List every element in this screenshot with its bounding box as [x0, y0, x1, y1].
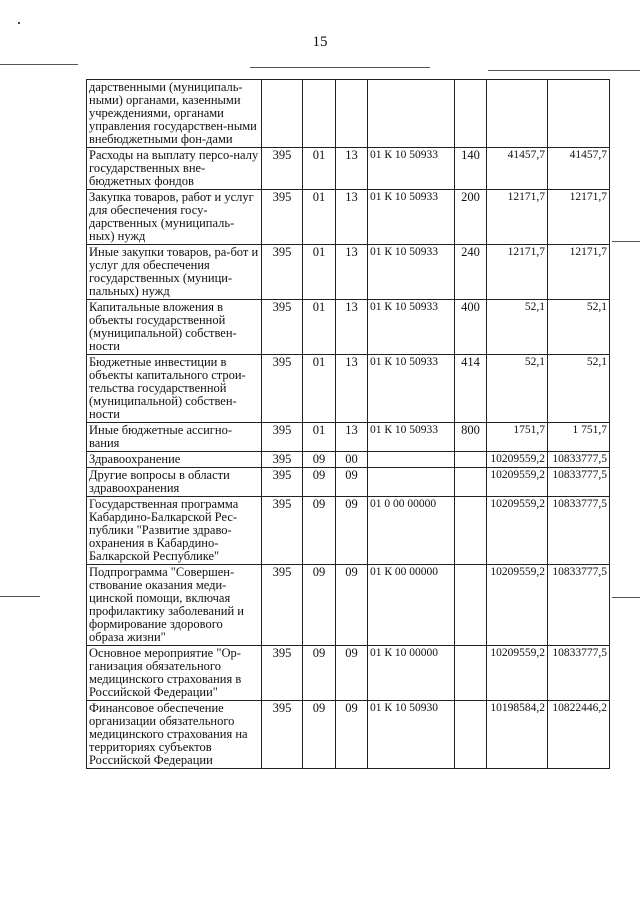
cell-amount-year-1: 12171,7: [487, 190, 548, 245]
cell-amount-year-2: 10833777,5: [548, 468, 610, 497]
cell-subsection: 13: [336, 190, 368, 245]
cell-name: Подпрограмма "Совершен-ствование оказания меди-цинской помощи, включая профилактику заболеваний и формирование здорового образа жизни": [87, 565, 262, 646]
cell-amount-year-1: 41457,7: [487, 148, 548, 190]
table-row: [87, 701, 610, 769]
cell-target-article: 01 К 10 50933: [368, 190, 455, 245]
scan-artifact-line: [0, 596, 40, 597]
budget-table-body: [87, 80, 610, 769]
cell-subsection: 09: [336, 497, 368, 565]
cell-amount-year-1: 10209559,2: [487, 565, 548, 646]
cell-amount-year-1: 10209559,2: [487, 452, 548, 468]
cell-name: Иные бюджетные ассигно-вания: [87, 423, 262, 452]
table-row: [87, 300, 610, 355]
table-row: [87, 452, 610, 468]
cell-subsection: 00: [336, 452, 368, 468]
table-row: [87, 148, 610, 190]
cell-amount-year-1: 1751,7: [487, 423, 548, 452]
table-row: [87, 80, 610, 148]
cell-amount-year-1: 52,1: [487, 300, 548, 355]
scan-artifact-line: [612, 597, 640, 598]
cell-target-article: [368, 452, 455, 468]
cell-target-article: [368, 80, 455, 148]
cell-name: Закупка товаров, работ и услуг для обеспечения госу-дарственных (муниципаль-ных) нужд: [87, 190, 262, 245]
cell-subsection: 09: [336, 701, 368, 769]
cell-target-article: 01 К 10 50930: [368, 701, 455, 769]
scan-artifact-line: [0, 64, 78, 65]
cell-amount-year-1: [487, 80, 548, 148]
cell-expense-kind: [455, 452, 487, 468]
cell-subsection: 09: [336, 646, 368, 701]
cell-section: 01: [303, 300, 336, 355]
cell-name: Бюджетные инвестиции в объекты капитального строи-тельства государственной (муниципальной) собствен-ности: [87, 355, 262, 423]
scan-artifact-dot: [18, 22, 20, 24]
cell-expense-kind: 240: [455, 245, 487, 300]
cell-target-article: 01 К 10 50933: [368, 300, 455, 355]
cell-expense-kind: 414: [455, 355, 487, 423]
cell-admin-code: 395: [262, 423, 303, 452]
table-row: [87, 497, 610, 565]
table-row: [87, 423, 610, 452]
cell-subsection: 13: [336, 148, 368, 190]
cell-name: Основное мероприятие "Ор-ганизация обязательного медицинского страхования в Российской Федерации": [87, 646, 262, 701]
cell-section: 09: [303, 452, 336, 468]
cell-name: дарственными (муниципаль-ными) органами, казенными учреждениями, органами управления государствен-ными внебюджетными фон-дами: [87, 80, 262, 148]
cell-name: Государственная программа Кабардино-Балкарской Рес-публики "Развитие здраво-охранения в Кабардино-Балкарской Республике": [87, 497, 262, 565]
cell-target-article: 01 К 10 00000: [368, 646, 455, 701]
scan-artifact-line: [250, 67, 430, 68]
cell-expense-kind: 140: [455, 148, 487, 190]
cell-subsection: 09: [336, 468, 368, 497]
cell-amount-year-2: 10833777,5: [548, 452, 610, 468]
cell-admin-code: 395: [262, 300, 303, 355]
cell-amount-year-2: 52,1: [548, 300, 610, 355]
cell-amount-year-1: 12171,7: [487, 245, 548, 300]
cell-amount-year-2: 52,1: [548, 355, 610, 423]
cell-section: 01: [303, 355, 336, 423]
cell-expense-kind: [455, 497, 487, 565]
table-row: [87, 646, 610, 701]
cell-amount-year-1: 10209559,2: [487, 468, 548, 497]
cell-target-article: 01 К 10 50933: [368, 355, 455, 423]
cell-admin-code: [262, 80, 303, 148]
cell-admin-code: 395: [262, 148, 303, 190]
cell-section: 09: [303, 646, 336, 701]
cell-admin-code: 395: [262, 468, 303, 497]
cell-admin-code: 395: [262, 565, 303, 646]
cell-expense-kind: [455, 646, 487, 701]
cell-name: Другие вопросы в области здравоохранения: [87, 468, 262, 497]
cell-expense-kind: 400: [455, 300, 487, 355]
cell-section: 01: [303, 245, 336, 300]
cell-target-article: [368, 468, 455, 497]
cell-expense-kind: 800: [455, 423, 487, 452]
cell-amount-year-2: 1 751,7: [548, 423, 610, 452]
cell-admin-code: 395: [262, 190, 303, 245]
cell-section: 01: [303, 190, 336, 245]
budget-table: [86, 79, 610, 769]
cell-section: 09: [303, 565, 336, 646]
cell-name: Расходы на выплату персо-налу государственных вне-бюджетных фондов: [87, 148, 262, 190]
cell-name: Финансовое обеспечение организации обязательного медицинского страхования на территориях субъектов Российской Федерации: [87, 701, 262, 769]
cell-admin-code: 395: [262, 245, 303, 300]
cell-amount-year-2: 12171,7: [548, 245, 610, 300]
scan-artifact-line: [612, 241, 640, 242]
cell-amount-year-2: 12171,7: [548, 190, 610, 245]
cell-expense-kind: [455, 701, 487, 769]
table-row: [87, 355, 610, 423]
cell-section: 09: [303, 497, 336, 565]
cell-amount-year-1: 52,1: [487, 355, 548, 423]
cell-section: 09: [303, 468, 336, 497]
cell-admin-code: 395: [262, 701, 303, 769]
cell-amount-year-2: 10822446,2: [548, 701, 610, 769]
cell-name: Иные закупки товаров, ра-бот и услуг для обеспечения государственных (муници-пальных) нужд: [87, 245, 262, 300]
cell-subsection: [336, 80, 368, 148]
cell-target-article: 01 0 00 00000: [368, 497, 455, 565]
cell-target-article: 01 К 10 50933: [368, 148, 455, 190]
cell-section: 01: [303, 148, 336, 190]
page-number: 15: [312, 34, 328, 50]
cell-admin-code: 395: [262, 452, 303, 468]
cell-amount-year-1: 10198584,2: [487, 701, 548, 769]
cell-amount-year-2: 10833777,5: [548, 646, 610, 701]
table-row: [87, 565, 610, 646]
table-row: [87, 190, 610, 245]
cell-target-article: 01 К 10 50933: [368, 245, 455, 300]
cell-name: Здравоохранение: [87, 452, 262, 468]
cell-amount-year-2: 41457,7: [548, 148, 610, 190]
cell-section: 09: [303, 701, 336, 769]
cell-admin-code: 395: [262, 355, 303, 423]
cell-admin-code: 395: [262, 646, 303, 701]
cell-admin-code: 395: [262, 497, 303, 565]
cell-amount-year-2: 10833777,5: [548, 565, 610, 646]
cell-subsection: 13: [336, 423, 368, 452]
cell-amount-year-1: 10209559,2: [487, 646, 548, 701]
cell-expense-kind: [455, 468, 487, 497]
cell-section: [303, 80, 336, 148]
cell-subsection: 13: [336, 300, 368, 355]
cell-target-article: 01 К 00 00000: [368, 565, 455, 646]
cell-amount-year-2: 10833777,5: [548, 497, 610, 565]
table-row: [87, 468, 610, 497]
cell-amount-year-2: [548, 80, 610, 148]
cell-expense-kind: [455, 565, 487, 646]
scan-artifact-line: [488, 70, 640, 71]
cell-expense-kind: [455, 80, 487, 148]
cell-section: 01: [303, 423, 336, 452]
cell-subsection: 13: [336, 245, 368, 300]
cell-target-article: 01 К 10 50933: [368, 423, 455, 452]
cell-expense-kind: 200: [455, 190, 487, 245]
table-row: [87, 245, 610, 300]
cell-subsection: 13: [336, 355, 368, 423]
cell-amount-year-1: 10209559,2: [487, 497, 548, 565]
cell-name: Капитальные вложения в объекты государственной (муниципальной) собствен-ности: [87, 300, 262, 355]
cell-subsection: 09: [336, 565, 368, 646]
